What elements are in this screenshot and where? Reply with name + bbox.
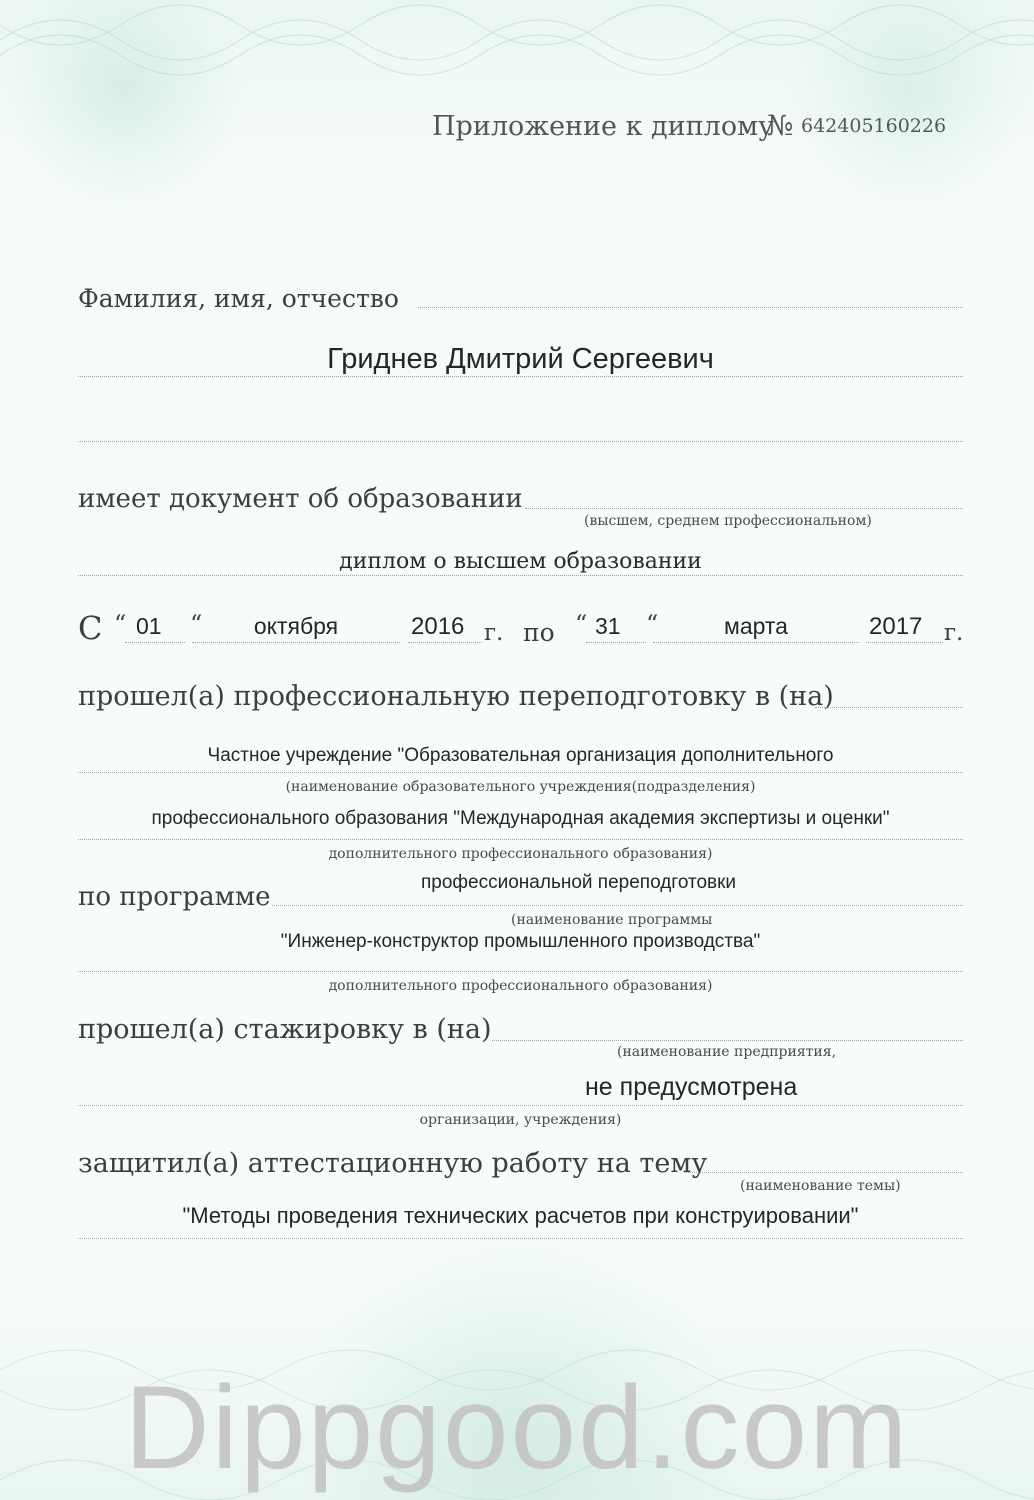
retraining-label: прошел(а) профессиональную переподготовку в (на) [78,681,834,712]
thesis-value: "Методы проведения технических расчетов при конструировании" [182,1203,859,1228]
program-line-1 [272,905,963,906]
retraining-institution-1: Частное учреждение "Образовательная организация дополнительного [207,745,834,766]
period-year-suffix-2: г. [944,620,964,646]
watermark: Dippgood.com [124,1362,910,1494]
document-title: Приложение к диплому [432,111,774,142]
thesis-hint: (наименование темы) [740,1178,901,1194]
program-label: по программе [78,882,271,912]
period-year-suffix-1: г. [484,620,504,646]
program-name: "Инженер-конструктор промышленного производства" [280,931,761,952]
education-label: имеет документ об образовании [78,484,523,514]
retraining-line-1 [78,772,963,773]
period-quote-3: “ [575,610,588,638]
period-from-year: 2016 [411,613,465,640]
period-quote-1: “ [114,610,127,638]
period-quote-4: “ [646,610,659,638]
internship-hint-2: организации, учреждения) [419,1112,622,1128]
education-line-2 [78,575,963,576]
internship-line-1 [492,1040,963,1041]
internship-value: не предусмотрена [585,1073,798,1101]
retraining-hint-2: дополнительного профессионального образования) [328,846,713,862]
internship-label: прошел(а) стажировку в (на) [78,1014,492,1045]
thesis-label: защитил(а) аттестационную работу на тему [78,1148,708,1179]
fio-line-1 [418,307,963,308]
education-line-1 [525,508,963,509]
program-line-2 [78,971,963,972]
period-to-month: марта [724,613,788,639]
to-year-line [866,642,943,643]
program-type: профессиональной переподготовки [421,872,737,893]
diploma-number: 642405160226 [801,115,947,137]
period-quote-2: “ [190,610,203,638]
from-year-line [408,642,482,643]
program-hint-2: дополнительного профессионального образования) [328,978,713,994]
retraining-line-0 [815,707,963,708]
period-from-month: октября [253,613,339,639]
retraining-line-2 [78,839,963,840]
education-hint: (высшем, среднем профессиональном) [584,513,872,529]
period-from-day: 01 [136,613,162,639]
retraining-institution-2: профессионального образования "Международная академия экспертизы и оценки" [151,808,890,829]
to-day-line [586,642,646,643]
period-to-day: 31 [595,613,621,639]
education-value: диплом о высшем образовании [339,549,702,574]
thesis-line-2 [78,1238,963,1239]
from-day-line [125,642,185,643]
period-from-prefix: С [78,609,103,647]
thesis-line-1 [684,1172,963,1173]
fio-line-3 [78,441,963,442]
from-month-line [192,642,400,643]
number-sign: № [767,109,794,142]
period-to-prefix: по [523,618,555,647]
fio-value: Гриднев Дмитрий Сергеевич [327,343,714,375]
to-month-line [653,642,859,643]
period-to-year: 2017 [869,613,923,640]
internship-line-2 [78,1105,963,1106]
retraining-hint-1: (наименование образовательного учреждения(подразделения) [285,779,756,795]
guilloche-top-pattern [0,0,1034,95]
internship-hint-1: (наименование предприятия, [617,1044,837,1060]
program-hint-1: (наименование программы [511,912,713,928]
fio-line-2 [78,376,963,377]
fio-label: Фамилия, имя, отчество [78,284,399,313]
